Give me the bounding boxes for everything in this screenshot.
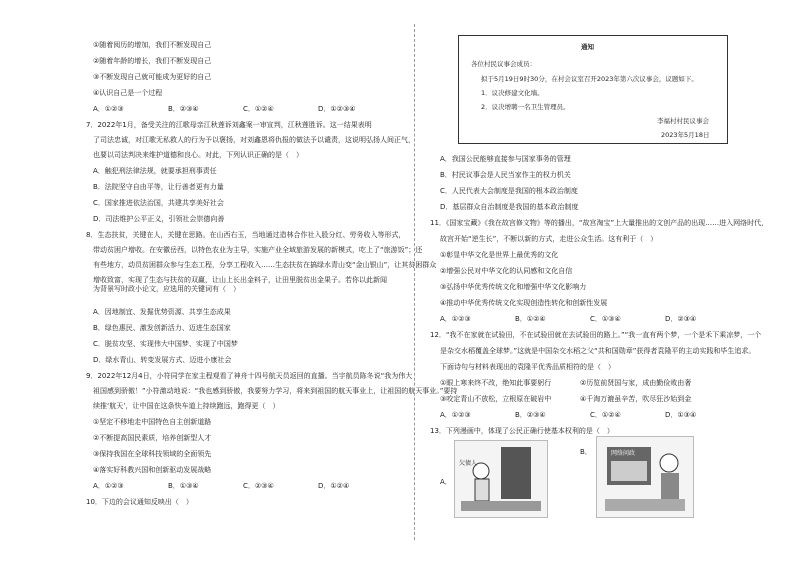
q8-stem: 带动贫困户增收。在安徽岳西，以特色农业为主导，实施产业全域旅游发展的新模式，吃上了“旅游饭”；还 xyxy=(93,246,423,254)
q7-stem: 7．2022年1月，备受关注的江歌母亲江秋莲诉刘鑫案一审宣判，江秋莲胜诉。这一结果表明 xyxy=(86,121,372,129)
q13-stem: 13．下列漫画中，体现了公民正确行使基本权利的是（ ） xyxy=(430,427,614,435)
q9-stem: 9．2022年12月4日，小符同学在家主程观看了神舟十四号航天员返回的直播。当宇航员陈冬说“我为伟大 xyxy=(86,372,413,380)
q11-item: ③弘扬中华优秀传统文化和增强中华文化影响力 xyxy=(440,283,587,291)
q10-option: A．我国公民能够直接参与国家事务的管理 xyxy=(440,155,571,163)
cartoon-b-label: B． xyxy=(580,448,592,456)
notice-title: 通知 xyxy=(581,43,594,51)
q8-stem: 8．生态扶贫，关键在人，关键在思路。在山西右玉，当地通过造林合作社入股分红、劳务收入等形式， xyxy=(86,231,406,239)
q12-item: ①眼上寒来终不改，绝知此事要躬行 xyxy=(440,379,552,387)
q9-stem: 续推‘航天’，让中国在这条快车道上持续跑远，跑得更（ ） xyxy=(93,402,280,410)
q7-option: D．司法维护公平正义，引领社会崇德向善 xyxy=(93,215,225,223)
meeting-notice xyxy=(458,35,728,144)
q9-stem: 祖国感到骄傲！”小符激动地说：“我也感到骄傲，我要努力学习，将来到祖国的航天事业上，让祖国的航天事业。”要持 xyxy=(93,387,458,395)
q9-item: ③保持我国在全球科技领域的全面领先 xyxy=(93,450,212,458)
q6-item: ②随着年龄的增长，我们不断发现自己 xyxy=(93,57,212,65)
q8-option: C．脱贫攻坚、实现伟大中国梦、实现了中国梦 xyxy=(93,340,238,348)
q7-option: A．触犯刑法律法规，就要承担刑事责任 xyxy=(93,167,217,175)
q10-option: D．基层群众自治制度是我国的基本政治制度 xyxy=(440,203,579,211)
column-divider xyxy=(414,24,415,540)
cartoon-a-image xyxy=(454,440,548,518)
q9-item: ②不断提高国民素质，培养创新型人才 xyxy=(93,434,212,442)
q10-option: B．村民议事会是人民当家作主的权力机关 xyxy=(440,171,571,179)
q12-item: ③咬定青山不放松，立根原在破岩中 xyxy=(440,395,552,403)
q11-stem: 故宫开始“逆生长”，不断以新的方式，走进公众生活。这有利于（ ） xyxy=(440,235,658,243)
q6-item: ①随着阅历的增加，我们不断发现自己 xyxy=(93,41,212,49)
notice-item: 1．议决修建文化墙。 xyxy=(481,89,544,97)
q8-option: D．绿水青山、转变发展方式、迈进小康社会 xyxy=(93,356,232,364)
q9-options: A．①②③ B．①③④ C．②③④ D．①②④ xyxy=(93,482,350,490)
q12-stem: 下面诗句与材料表现出的袁隆平优秀品质相符的是（ ） xyxy=(440,363,615,371)
q11-options: A．①②③ B．①②④ C．①③④ D．②③④ xyxy=(440,315,697,323)
cartoon-a-caption: 欠债人 xyxy=(459,460,478,467)
notice-body: 拟于5月19日9时30分，在村会议室召开2023年第六次议事会，议题如下。 xyxy=(481,75,698,83)
q12-item: ②历览前贤国与家，成由勤俭败由奢 xyxy=(580,379,692,387)
q12-stem: 是杂交水稻覆盖全球梦。”这就是中国杂交水稻之父“共和国勋章”获得者袁隆平的主动实践和毕生追求。 xyxy=(440,347,756,355)
q11-item: ②增强公民对中华文化的认同感和文化自信 xyxy=(440,267,573,275)
q11-item: ①彰显中华文化是世界上最优秀的文化 xyxy=(440,251,559,259)
q8-option: B．绿色惠民、激发创新活力、迈进生态国家 xyxy=(93,324,231,332)
cartoon-b-image xyxy=(596,436,694,518)
q11-stem: 11．《国家宝藏》《我在故宫修文物》等的播出，“故宫淘宝”上大量推出的文创产品的出现……进入网络时代， xyxy=(430,219,769,227)
notice-date: 2023年5月18日 xyxy=(661,131,710,139)
q10-stem: 10．下边的会议通知反映出（ ） xyxy=(86,498,193,506)
q9-item: ①坚定不移地走中国特色自主创新道路 xyxy=(93,418,212,426)
q7-stem: 了司法忠诚，对江歌无私救人的行为予以褒扬，对刘鑫恩将仇报的做法予以谴责，这说明弘扬人间正气， xyxy=(93,136,415,144)
cartoon-b-sign: 网络问政 xyxy=(611,450,636,457)
q8-stem: 增收致富，实现了生态与扶贫的双赢，让山上长出金料子，让田里脱贫出金果子。若你以此新闻为背景写时政小论文，应选用的关键词有（ ） xyxy=(93,276,387,293)
q12-options: A．①②③ B．②③④ C．①②④ D．①③④ xyxy=(440,411,697,419)
q7-option: C．国家推进依法治国，共建共享美好社会 xyxy=(93,199,224,207)
cartoon-a-illustration xyxy=(455,441,547,517)
q6-item: ③不断发现自己就可能成为更好的自己 xyxy=(93,73,212,81)
q7-stem: 也要以司法判决来维护道德和良心。对此，下列认识正确的是（ ） xyxy=(93,151,303,159)
q12-item: ④千淘万漉虽辛苦，吹尽狂沙始到金 xyxy=(580,395,692,403)
q6-item: ④认识自己是一个过程 xyxy=(93,89,163,97)
q12-stem: 12．“我不在家就在试验田，不在试验田就在去试验田的路上。”“我一直有两个梦，一个是禾下乘凉梦，一个 xyxy=(430,331,762,339)
cartoon-a-label: A． xyxy=(440,478,452,486)
q7-option: B．法院坚守自由平等，让行善者更有力量 xyxy=(93,183,224,191)
notice-salutation: 各位村民议事会成员： xyxy=(471,60,536,68)
q11-item: ④推动中华优秀传统文化实现创造性转化和创新性发展 xyxy=(440,299,608,307)
q10-option: C．人民代表大会制度是我国的根本政治制度 xyxy=(440,187,578,195)
notice-signature: 李福村村民议事会 xyxy=(657,117,709,125)
q9-item: ④落实好科教兴国和创新驱动发展战略 xyxy=(93,466,212,474)
notice-item: 2．议决增聘一名卫生管理员。 xyxy=(481,103,570,111)
q6-options: A．①②③ B．②③④ C．①②④ D．①②③④ xyxy=(93,105,356,113)
q8-option: A．因地制宜、发掘优势资源、共享生态成果 xyxy=(93,308,231,316)
q8-stem: 有些地方，动员贫困群众参与生态工程，分享工程收入……生态扶贫在搞绿水青山变“金山银山”，让其贫困群众 xyxy=(93,261,437,269)
